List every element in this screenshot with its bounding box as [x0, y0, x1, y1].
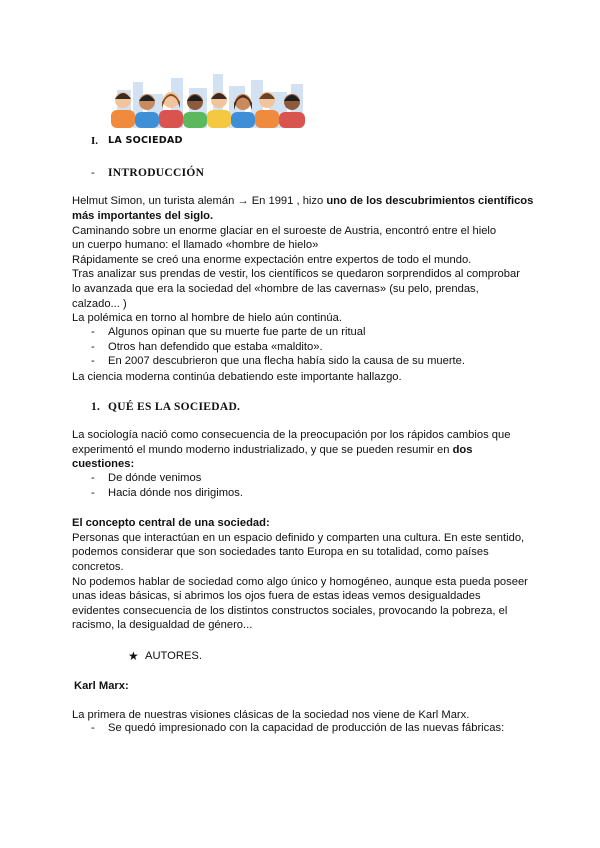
bold-text: uno de los descubrimientos científicos: [326, 195, 534, 207]
intro-heading: INTRODUCCIÓN: [108, 167, 205, 179]
section-heading: QUÉ ES LA SOCIEDAD.: [108, 401, 241, 413]
list-item: En 2007 descubrieron que una flecha había sido la causa de su muerte.: [108, 355, 466, 367]
intro-dash: -: [91, 167, 95, 179]
paragraph-line: concretos.: [72, 561, 124, 573]
paragraph-line: Tras analizar sus prendas de vestir, los científicos se quedaron sorprendidos al comprobar: [72, 268, 520, 280]
paragraph-line: La ciencia moderna continúa debatiendo este importante hallazgo.: [72, 371, 402, 383]
list-item: Algunos opinan que su muerte fue parte de un ritual: [108, 326, 366, 338]
paragraph-line: [72, 194, 533, 209]
paragraph-line: Rápidamente se creó una enorme expectación entre expertos de todo el mundo.: [72, 254, 472, 266]
paragraph-line: No podemos hablar de sociedad como algo único y homogéneo, aunque esta pueda poseer: [72, 576, 528, 588]
bullet-dash: -: [91, 722, 95, 734]
text-span: Helmut Simon, un turista alemán → En 1991 , hizo: [72, 195, 327, 207]
bold-text: dos: [452, 444, 473, 456]
list-item: Otros han defendido que estaba «maldito».: [108, 341, 323, 353]
paragraph-line: racismo, la desigualdad de género...: [72, 619, 253, 631]
paragraph-line: unas ideas básicas, si abrimos los ojos fuera de estas ideas vemos desigualdades: [72, 590, 481, 602]
paragraph-line: lo avanzada que era la sociedad del «hombre de las cavernas» (su pelo, prendas,: [72, 283, 479, 295]
bullet-dash: -: [91, 326, 95, 338]
paragraph-line: La primera de nuestras visiones clásicas de la sociedad nos viene de Karl Marx.: [72, 709, 470, 721]
text-span: experimentó el mundo moderno industrializado, y que se pueden resumir en: [72, 444, 453, 456]
paragraph-line: cuestiones:: [72, 458, 135, 470]
paragraph-line: calzado... ): [72, 298, 127, 310]
paragraph-line: Caminando sobre un enorme glaciar en el suroeste de Austria, encontró entre el hielo: [72, 225, 497, 237]
section-number: 1.: [91, 401, 101, 413]
paragraph-line: [72, 443, 472, 458]
concept-heading: El concepto central de una sociedad:: [72, 517, 270, 529]
marx-heading: Karl Marx:: [74, 680, 129, 692]
star-icon: ★: [128, 649, 139, 663]
paragraph-line: un cuerpo humano: el llamado «hombre de hielo»: [72, 239, 319, 251]
paragraph-line: podemos considerar que son sociedades tanto Europa en su totalidad, como países: [72, 546, 489, 558]
bullet-dash: -: [91, 355, 95, 367]
paragraph-line: más importantes del siglo.: [72, 210, 214, 222]
paragraph-line: La sociología nació como consecuencia de la preocupación por los rápidos cambios que: [72, 429, 511, 441]
paragraph-line: Personas que interactúan en un espacio definido y comparten una cultura. En este sentido,: [72, 532, 525, 544]
paragraph-line: La polémica en torno al hombre de hielo aún continúa.: [72, 312, 342, 324]
section-number: I.: [91, 135, 99, 147]
list-item: Se quedó impresionado con la capacidad de producción de las nuevas fábricas:: [108, 722, 505, 734]
paragraph-line: evidentes consecuencia de los distintos constructos sociales, provocando la pobreza, el: [72, 605, 508, 617]
bullet-dash: -: [91, 341, 95, 353]
list-item: Hacia dónde nos dirigimos.: [108, 487, 243, 499]
list-item: De dónde venimos: [108, 472, 202, 484]
bullet-dash: -: [91, 487, 95, 499]
section-title: LA SOCIEDAD: [108, 135, 183, 146]
people-crowd-illustration: [109, 72, 309, 128]
bullet-dash: -: [91, 472, 95, 484]
autores-label: AUTORES.: [145, 650, 202, 662]
